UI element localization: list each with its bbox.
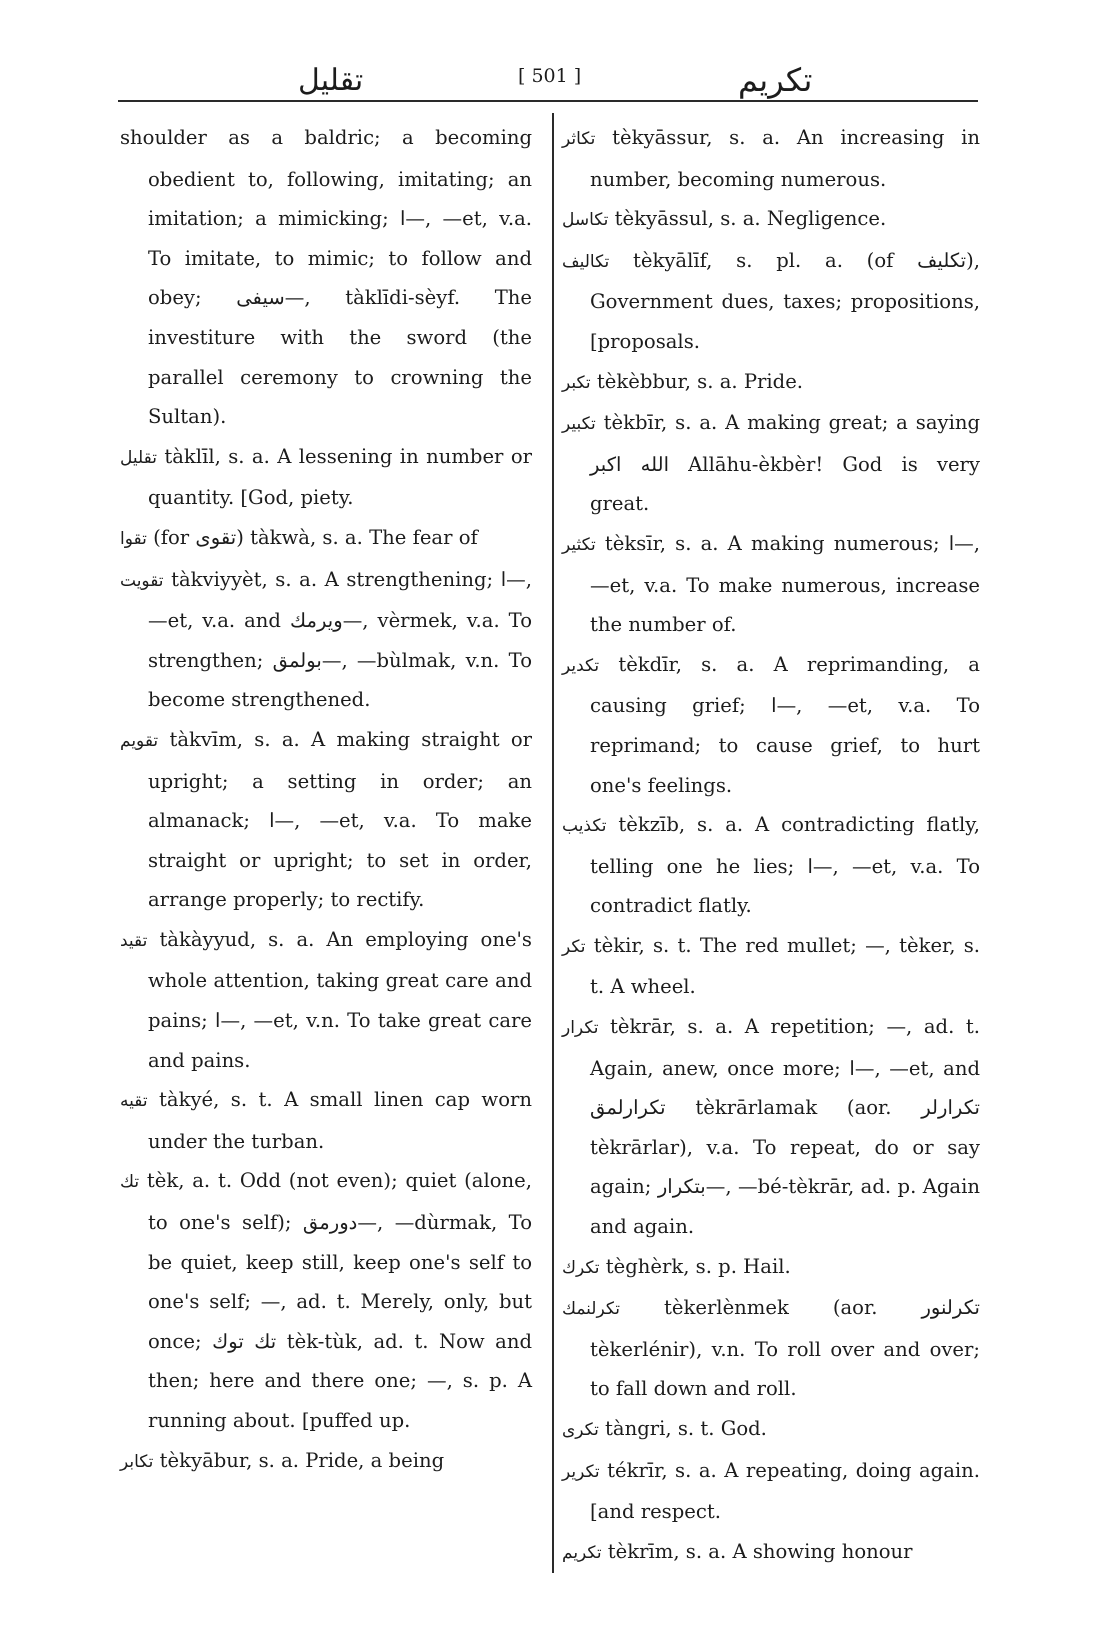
- entry-headword: تكريم: [562, 1542, 602, 1563]
- running-head-left: تقليل: [298, 63, 364, 98]
- entry-headword: تقليل: [120, 447, 157, 468]
- entry-headword: تقيه: [120, 1091, 148, 1112]
- page-number: [ 501 ]: [518, 65, 582, 87]
- entry-text: tàngri, s. t. God.: [605, 1417, 767, 1440]
- dictionary-entry: [562, 1409, 980, 1451]
- dictionary-entry: [562, 926, 980, 1007]
- dictionary-entry: [562, 1247, 980, 1289]
- entry-text: tèkrār, s. a. A repetition; —, ad. t. Again, anew, once more; ا—, —et, and تكرارلمق tèkrārlamak (aor. تكرارلر tèkrārlar), v.a. To repeat, do or say again; بتكرار—, —bé-tèkrār, ad. p. Again and again.: [590, 1015, 981, 1239]
- dictionary-entry: [562, 1451, 980, 1532]
- dictionary-entry: [562, 1007, 980, 1247]
- dictionary-entry: [120, 560, 532, 720]
- entry-text: tàkviyyèt, s. a. A strengthening; ا—, —et, v.a. and ويرمك—, vèrmek, v.a. To strengthen; بولمق—, —bùlmak, v.n. To become strengthened.: [148, 567, 532, 712]
- dictionary-entry: [120, 1161, 532, 1440]
- entry-headword: تكاليف: [562, 251, 610, 272]
- entry-headword: تكاسل: [562, 210, 609, 231]
- entry-text: tàkàyyud, s. a. An employing one's whole attention, taking great care and pains; ا—, —et, v.n. To take great care and pains.: [148, 927, 532, 1072]
- dictionary-entry: [562, 1532, 980, 1574]
- dictionary-entry: [562, 403, 980, 524]
- entry-headword: تكرى: [562, 1420, 599, 1440]
- entry-text: tèk, a. t. Odd (not even); quiet (alone, to one's self); دورمق—, —dùrmak, To be quiet, keep still, keep one's self to one's self; —, ad. t. Merely, only, but once; تك توك tèk-tùk, ad. t. Now and then; here and there one; —, s. p. A running about. [puffed up.: [146, 1169, 533, 1432]
- dictionary-entry: [562, 362, 980, 404]
- entry-text: tèkyālīf, s. pl. a. (of تكليف), Government dues, taxes; propositions, [proposals.: [590, 248, 980, 353]
- entry-headword: تقويت: [120, 570, 164, 591]
- entry-headword: تقويم: [120, 730, 159, 751]
- right-column: [562, 118, 980, 1573]
- dictionary-entry: [120, 920, 532, 1080]
- entry-headword: تكبر: [562, 372, 591, 393]
- entry-headword: تقوا: [120, 528, 147, 549]
- dictionary-entry: [562, 199, 980, 241]
- entry-text: tèkyāssul, s. a. Negligence.: [614, 207, 887, 231]
- entry-headword: تكابر: [120, 1451, 154, 1472]
- entry-text: tèkyābur, s. a. Pride, a being: [159, 1448, 445, 1472]
- entry-text: tèksīr, s. a. A making numerous; ا—, —et, v.a. To make numerous, increase the number of.: [590, 531, 980, 637]
- entry-text: tèkrīm, s. a. A showing honour: [607, 1539, 913, 1563]
- left-column: [120, 118, 532, 1482]
- column-divider: [552, 113, 554, 1573]
- entry-headword: تكرير: [562, 1461, 600, 1482]
- entry-headword: تكرلنمك: [562, 1299, 620, 1320]
- entry-headword: تكر: [562, 936, 586, 957]
- entry-text: tèkdīr, s. a. A reprimanding, a causing grief; ا—, —et, v.a. To reprimand; to cause grief, to hurt one's feelings.: [590, 652, 980, 797]
- entry-text: tàkvīm, s. a. A making straight or upright; a setting in order; an almanack; ا—, —et, v.a. To make straight or upright; to set in order, arrange properly; to rectify.: [148, 727, 532, 912]
- dictionary-entry: [562, 805, 980, 926]
- entry-text: tèkèbbur, s. a. Pride.: [596, 369, 804, 393]
- dictionary-entry: [562, 524, 980, 645]
- dictionary-entry: [120, 118, 532, 437]
- entry-text: shoulder as a baldric; a becoming obedient to, following, imitating; an imitation; a mimicking; ا—, —et, v.a. To imitate, to mimic; to follow and obey; سيفى—, tàklīdi-sèyf. The investiture with the sword (the parallel ceremony to crowning the Sultan).: [120, 126, 533, 429]
- entry-headword: تكرك: [562, 1257, 600, 1278]
- entry-headword: تكرار: [562, 1018, 599, 1039]
- entry-headword: تكدير: [562, 655, 600, 676]
- dictionary-entry: [562, 118, 980, 199]
- entry-headword: تكاثر: [562, 129, 596, 149]
- dictionary-entry: [120, 437, 532, 518]
- entry-headword: تكبير: [562, 414, 596, 435]
- entry-text: tékrīr, s. a. A repeating, doing again. [and respect.: [590, 1458, 981, 1524]
- entry-text: tèkbīr, s. a. A making great; a saying الله اكبر Allāhu-èkbèr! God is very great.: [590, 411, 980, 516]
- entry-text: tèkzīb, s. a. A contradicting flatly, telling one he lies; ا—, —et, v.a. To contradict flatly.: [590, 813, 980, 918]
- dictionary-entry: [562, 241, 980, 362]
- dictionary-entry: [120, 518, 532, 560]
- entry-text: tèghèrk, s. p. Hail.: [605, 1254, 791, 1278]
- entry-headword: تكثير: [562, 534, 596, 555]
- entry-text: tèkir, s. t. The red mullet; —, tèker, s. t. A wheel.: [590, 933, 981, 999]
- dictionary-entry: [120, 1441, 532, 1483]
- entry-text: tèkerlènmek (aor. تكرلنور tèkerlénir), v.n. To roll over and over; to fall down and roll.: [590, 1296, 980, 1401]
- entry-text: tàkyé, s. t. A small linen cap worn under the turban.: [148, 1088, 532, 1153]
- running-head-right: تكريم: [738, 61, 813, 99]
- page-header: [118, 55, 978, 105]
- entry-text: tèkyāssur, s. a. An increasing in number, becoming numerous.: [590, 126, 980, 191]
- dictionary-entry: [562, 1288, 980, 1409]
- entry-headword: تك: [120, 1172, 140, 1193]
- header-rule: [118, 100, 978, 102]
- entry-headword: تكذيب: [562, 816, 607, 837]
- entry-text: (for تقوى) tàkwà, s. a. The fear of: [153, 525, 478, 549]
- entry-text: tàklīl, s. a. A lessening in number or quantity. [God, piety.: [148, 444, 532, 510]
- dictionary-entry: [562, 645, 980, 805]
- dictionary-entry: [120, 720, 532, 920]
- entry-headword: تقيد: [120, 930, 148, 951]
- dictionary-entry: [120, 1080, 532, 1161]
